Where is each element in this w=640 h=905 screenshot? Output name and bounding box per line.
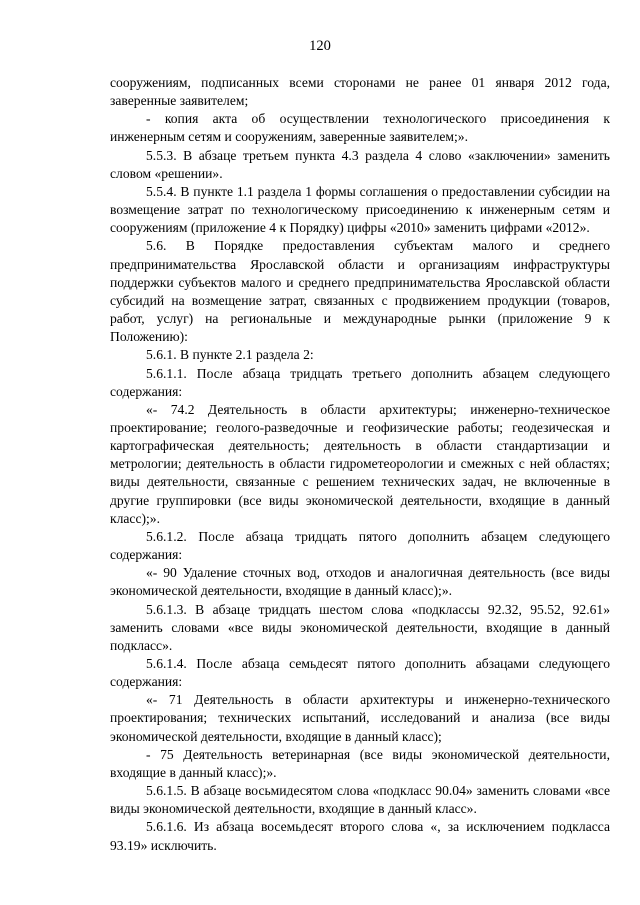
- page-number: 120: [309, 38, 331, 54]
- document-body: [110, 74, 610, 855]
- paragraph: сооружениям, подписанных всеми сторонами не ранее 01 января 2012 года, заверенные заявителем;: [110, 75, 610, 109]
- paragraph: 5.6.1.2. После абзаца тридцать пятого дополнить абзацем следующего содержания:: [110, 528, 610, 563]
- paragraph: 5.6. В Порядке предоставления субъектам малого и среднего предпринимательства Ярославской области и организациям инфраструктуры поддержки субъектов малого и среднего предпринимательства Ярославской области субсидий на возмещение затрат, связанных с продвижением продукции (товаров, работ, услуг) на региональные и международные рынки (приложение 9 к Положению):: [110, 238, 610, 345]
- paragraph: «- 90 Удаление сточных вод, отходов и аналогичная деятельность (все виды экономической деятельности, входящие в данный класс);».: [110, 565, 610, 599]
- paragraph: 5.5.3. В абзаце третьем пункта 4.3 раздела 4 слово «заключении» заменить словом «решении».: [110, 147, 610, 181]
- paragraph: «- 71 Деятельность в области архитектуры и инженерно-технического проектирования; технических испытаний, исследований и анализа (все виды экономической деятельности, входящие в данный класс);: [110, 692, 610, 744]
- paragraph: 5.6.1.5. В абзаце восьмидесятом слова «подкласс 90.04» заменить словами «все виды экономической деятельности, входящие в данный класс».: [110, 783, 610, 817]
- paragraph: 5.5.4. В пункте 1.1 раздела 1 формы соглашения о предоставлении субсидии на возмещение затрат по технологическому присоединению к инженерным сетям и сооружениям (приложение 4 к Порядку) цифры «2010» заменить цифрами «2012».: [110, 183, 610, 236]
- paragraph: 5.6.1.3. В абзаце тридцать шестом слова «подклассы 92.32, 95.52, 92.61» заменить словами «все виды экономической деятельности, входящие в данный подкласс».: [110, 601, 610, 653]
- paragraph: - копия акта об осуществлении технологического присоединения к инженерным сетям и сооружениям, заверенные заявителем;».: [110, 111, 610, 145]
- paragraph: - 75 Деятельность ветеринарная (все виды экономической деятельности, входящие в данный класс);».: [110, 746, 610, 780]
- paragraph: «- 74.2 Деятельность в области архитектуры; инженерно-техническое проектирование; геолого-разведочные и геофизические работы; геодезическая и картографическая деятельность; деятельность в области стандартизации и метрологии; деятельность в области гидрометеорологии и смежных с ней областях; виды деятельности, связанные с решением технических задач, не включенные в другие группировки (все виды экономической деятельности, входящие в данный класс);».: [110, 401, 610, 526]
- paragraph: 5.6.1.6. Из абзаца восемьдесят второго слова «, за исключением подкласса 93.19» исключить.: [110, 819, 610, 853]
- paragraph: 5.6.1.1. После абзаца тридцать третьего дополнить абзацем следующего содержания:: [110, 365, 610, 399]
- paragraph: 5.6.1.4. После абзаца семьдесят пятого дополнить абзацами следующего содержания:: [110, 656, 610, 690]
- paragraph: 5.6.1. В пункте 2.1 раздела 2:: [146, 347, 314, 363]
